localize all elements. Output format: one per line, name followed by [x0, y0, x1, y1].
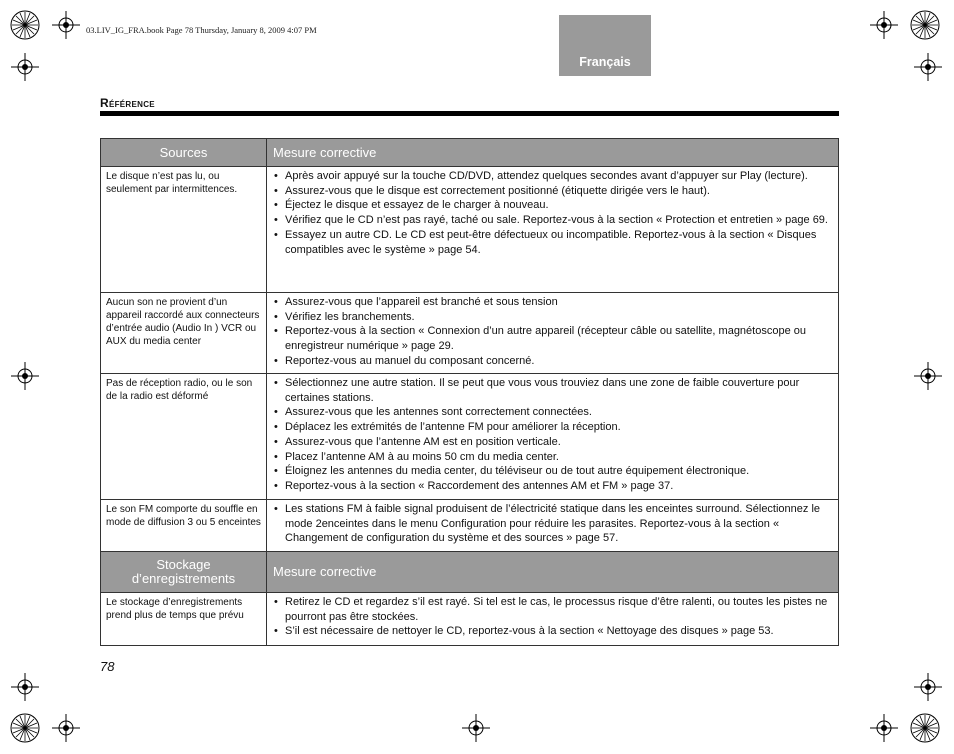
action-item: • Reportez-vous au manuel du composant concerné. [273, 354, 832, 369]
action-cell [267, 167, 839, 293]
column-header-sources: Sources [101, 139, 267, 167]
language-tab-label: Français [579, 55, 631, 69]
action-item: • Reportez-vous à la section « Connexion d’un autre appareil (récepteur câble ou satellite, magnétoscope ou enregistreur numérique » page 29. [273, 324, 832, 353]
section-rule [100, 111, 839, 116]
action-item: • Éjectez le disque et essayez de le charger à nouveau. [273, 198, 832, 213]
table-row [101, 374, 839, 500]
action-item: • Assurez-vous que les antennes sont correctement connectées. [273, 405, 832, 420]
source-cell: Pas de réception radio, ou le son de la radio est déformé [101, 374, 267, 500]
action-item: • Assurez-vous que l’antenne AM est en position verticale. [273, 435, 832, 450]
action-item: • Placez l’antenne AM à au moins 50 cm du media center. [273, 450, 832, 465]
table-row [101, 500, 839, 552]
action-item: • Assurez-vous que le disque est correctement positionné (étiquette dirigée vers le haut). [273, 184, 832, 199]
language-tab [559, 15, 651, 76]
book-file-info: 03.LIV_IG_FRA.book Page 78 Thursday, January 8, 2009 4:07 PM [86, 25, 317, 35]
action-item: • Après avoir appuyé sur la touche CD/DVD, attendez quelques secondes avant d’appuyer sur Play (lecture). [273, 169, 832, 184]
action-cell [267, 500, 839, 552]
action-item: • Vérifiez les branchements. [273, 310, 832, 325]
action-item: • Reportez-vous à la section « Raccordement des antennes AM et FM » page 37. [273, 479, 832, 494]
troubleshooting-table [100, 138, 839, 646]
action-item: • S’il est nécessaire de nettoyer le CD, reportez-vous à la section « Nettoyage des disques » page 53. [273, 624, 832, 639]
action-cell [267, 593, 839, 646]
table-row [101, 593, 839, 646]
action-item: • Assurez-vous que l’appareil est branché et sous tension [273, 295, 832, 310]
action-item: • Éloignez les antennes du media center, du téléviseur ou de tout autre équipement électronique. [273, 464, 832, 479]
table-row [101, 167, 839, 293]
source-cell: Le son FM comporte du souffle en mode de diffusion 3 ou 5 enceintes [101, 500, 267, 552]
table-header-row [101, 552, 839, 593]
column-header-corrective: Mesure corrective [267, 552, 839, 593]
section-title: Référence [100, 96, 155, 110]
column-header-storage: Stockage d’enregistrements [101, 552, 267, 593]
action-item: • Essayez un autre CD. Le CD est peut-être défectueux ou incompatible. Reportez-vous à la section « Disques compatibles avec le système » page 54. [273, 228, 832, 257]
source-cell: Le disque n’est pas lu, ou seulement par intermittences. [101, 167, 267, 293]
action-item: • Déplacez les extrémités de l’antenne FM pour améliorer la réception. [273, 420, 832, 435]
column-header-corrective: Mesure corrective [267, 139, 839, 167]
source-cell: Aucun son ne provient d’un appareil raccordé aux connecteurs d’entrée audio (Audio In ) VCR ou AUX du media center [101, 293, 267, 374]
table-header-row [101, 139, 839, 167]
source-cell: Le stockage d’enregistrements prend plus de temps que prévu [101, 593, 267, 646]
table-row [101, 293, 839, 374]
action-cell [267, 293, 839, 374]
page-number: 78 [100, 659, 115, 674]
action-item: • Les stations FM à faible signal produisent de l’électricité statique dans les enceintes surround. Sélectionnez le mode 2enceintes dans le menu Configuration pour réduire les parasites. Reportez-vous à la section « Changement de configuration du système et des sources » page 57. [273, 502, 832, 546]
action-cell [267, 374, 839, 500]
action-item: • Vérifiez que le CD n’est pas rayé, taché ou sale. Reportez-vous à la section « Protection et entretien » page 69. [273, 213, 832, 228]
action-item: • Sélectionnez une autre station. Il se peut que vous vous trouviez dans une zone de faible couverture pour certaines stations. [273, 376, 832, 405]
action-item: • Retirez le CD et regardez s’il est rayé. Si tel est le cas, le processus risque d’être ralenti, ou toutes les pistes ne pourront pas être stockées. [273, 595, 832, 624]
